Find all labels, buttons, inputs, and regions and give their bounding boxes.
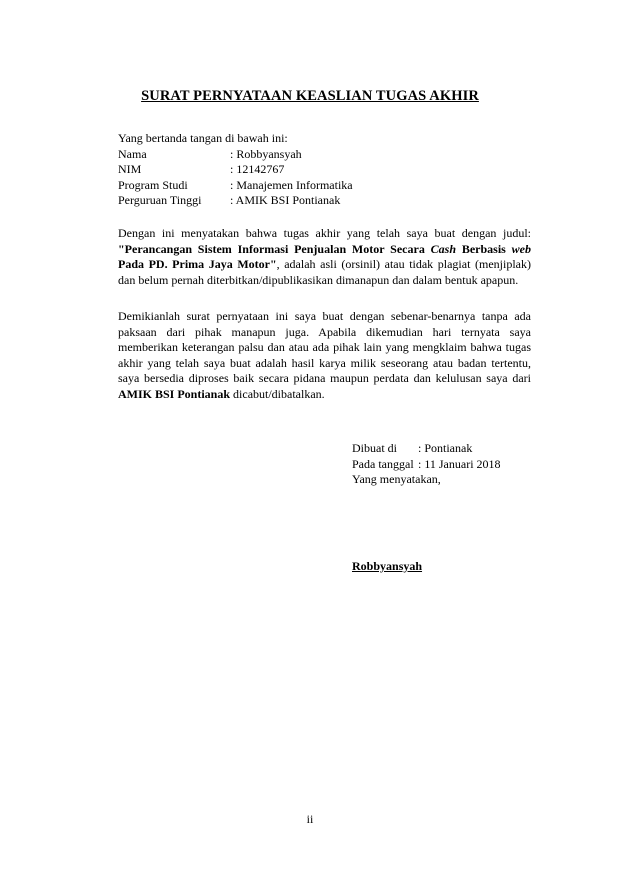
- field-row-nim: [118, 162, 531, 178]
- statement-paragraph: [118, 226, 531, 288]
- field-label: Perguruan Tinggi: [118, 193, 202, 207]
- identity-block: [118, 131, 531, 209]
- closing-text: Yang menyatakan,: [352, 472, 441, 486]
- thesis-title-cash: Cash: [430, 241, 457, 256]
- declaration-text: Demikianlah surat pernyataan ini saya buat dengan sebenar-benarnya tanpa ada paksaan dari pihak manapun juga. Apabila dikemudian hari ternyata saya memberikan keterangan palsu dan atau ada pihak lain yang mengklaim bahwa tugas akhir yang telah saya buat adalah hasil karya milik seseorang atau badan tertentu, saya bersedia diproses baik secara pidana maupun perdata dan kelulusan saya dari: [118, 309, 531, 385]
- signature-block: [352, 441, 552, 488]
- place-value: : Pontianak: [418, 441, 473, 455]
- intro-text: Yang bertanda tangan di bawah ini:: [118, 131, 288, 145]
- signature-date-row: [352, 457, 552, 473]
- place-label: Dibuat di: [352, 441, 397, 455]
- statement-lead: Dengan ini menyatakan bahwa tugas akhir yang telah saya buat dengan judul:: [118, 226, 531, 240]
- thesis-title-part: Pada PD. Prima Jaya Motor": [118, 257, 277, 271]
- field-value: : AMIK BSI Pontianak: [230, 193, 341, 207]
- signer-name: Robbyansyah: [352, 559, 423, 573]
- signature-place-row: [352, 441, 552, 457]
- field-label: Nama: [118, 146, 147, 161]
- field-label: NIM: [118, 162, 142, 176]
- thesis-title-web: web: [511, 241, 531, 256]
- field-row-name: [118, 147, 531, 163]
- field-row-institution: [118, 193, 531, 209]
- date-label: Pada tanggal: [352, 456, 414, 471]
- field-label: Program Studi: [118, 177, 188, 192]
- declaration-paragraph: [118, 309, 531, 402]
- thesis-title-part: "Perancangan Sistem Informasi Penjualan Motor Secara: [118, 241, 431, 256]
- field-row-program: [118, 178, 531, 194]
- institution-name: AMIK BSI Pontianak: [118, 386, 231, 401]
- field-value: : Manajemen Informatika: [230, 177, 353, 192]
- document-title: SURAT PERNYATAAN KEASLIAN TUGAS AKHIR: [141, 88, 479, 104]
- field-value: : 12142767: [230, 162, 285, 176]
- declaration-end: dicabut/dibatalkan.: [230, 386, 325, 401]
- field-value: : Robbyansyah: [230, 146, 302, 161]
- page-number: ii: [306, 812, 314, 826]
- date-value: : 11 Januari 2018: [418, 456, 501, 471]
- statement-tail: , adalah asli (orsinil) atau tidak plagiat (menjiplak) dan belum pernah diterbitkan/dipublikasikan dimanapun dan dalam bentuk apapun.: [118, 257, 531, 287]
- thesis-title-part: Berbasis: [456, 241, 512, 256]
